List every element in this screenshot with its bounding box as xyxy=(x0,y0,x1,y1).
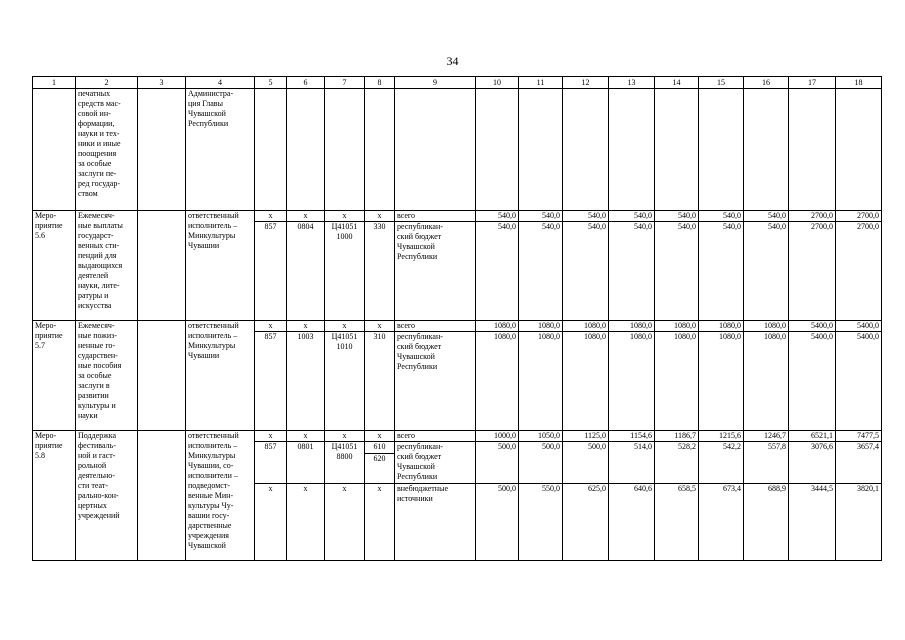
value-cell: 1080,0 xyxy=(609,332,655,431)
value-cell: 540,0 xyxy=(609,211,655,222)
funding-source: республикан- ский бюджет Чувашской Республики xyxy=(395,332,476,431)
value-cell: 1080,0 xyxy=(699,332,744,431)
value-cell: 6521,1 xyxy=(789,431,836,442)
section-code: 1003 xyxy=(287,332,325,431)
section-code: 0801 xyxy=(287,442,325,484)
value-cell: 540,0 xyxy=(655,211,699,222)
value-cell: 540,0 xyxy=(519,211,563,222)
value-cell: 1080,0 xyxy=(744,321,789,332)
section-code: х xyxy=(287,321,325,332)
value-cell: 1050,0 xyxy=(519,431,563,442)
measure-executor: Администра- ция Главы Чувашской Республики xyxy=(186,89,255,211)
value-cell: 500,0 xyxy=(563,442,609,484)
expense-group: х xyxy=(365,321,395,332)
value-cell: 2700,0 xyxy=(836,222,882,321)
expense-group: х xyxy=(365,211,395,222)
col-num: 15 xyxy=(699,77,744,89)
value-cell: 640,6 xyxy=(609,484,655,561)
value-cell: 3444,5 xyxy=(789,484,836,561)
measure-executor: ответственный исполнитель – Минкультуры Чувашии xyxy=(186,321,255,431)
value-cell: 1000,0 xyxy=(476,431,519,442)
value-cell: 528,2 xyxy=(655,442,699,484)
value-cell: 1080,0 xyxy=(744,332,789,431)
value-cell: 540,0 xyxy=(476,222,519,321)
value-cell: 1080,0 xyxy=(476,332,519,431)
target-article: х xyxy=(325,431,365,442)
grbs-code: х xyxy=(255,431,287,442)
expense-group: 310 xyxy=(365,332,395,431)
page-number: 34 xyxy=(446,54,459,68)
table-row xyxy=(33,89,882,211)
value-cell: 540,0 xyxy=(476,211,519,222)
section-code: х xyxy=(287,211,325,222)
grbs-code: х xyxy=(255,321,287,332)
col-num: 14 xyxy=(655,77,699,89)
value-cell: 1080,0 xyxy=(563,332,609,431)
table-row xyxy=(33,211,882,222)
grbs-code: х xyxy=(255,484,287,561)
value-cell: 500,0 xyxy=(476,484,519,561)
col-num: 3 xyxy=(138,77,186,89)
value-cell: 514,0 xyxy=(609,442,655,484)
value-cell: 500,0 xyxy=(476,442,519,484)
measure-executor: ответственный исполнитель – Минкультуры Чувашии xyxy=(186,211,255,321)
value-cell: 5400,0 xyxy=(789,321,836,332)
column-number-row xyxy=(33,77,882,89)
col-num: 12 xyxy=(563,77,609,89)
section-code: 0804 xyxy=(287,222,325,321)
value-cell: 1080,0 xyxy=(655,321,699,332)
col-num: 10 xyxy=(476,77,519,89)
empty-cell xyxy=(138,211,186,321)
value-cell: 2700,0 xyxy=(789,222,836,321)
program-table xyxy=(32,76,882,561)
value-cell: 673,4 xyxy=(699,484,744,561)
value-cell: 500,0 xyxy=(519,442,563,484)
value-cell: 3820,1 xyxy=(836,484,882,561)
value-cell: 557,8 xyxy=(744,442,789,484)
value-cell: 540,0 xyxy=(744,211,789,222)
value-cell: 5400,0 xyxy=(789,332,836,431)
funding-source: всего xyxy=(395,431,476,442)
grbs-code: 857 xyxy=(255,442,287,484)
section-code: х xyxy=(287,431,325,442)
table-row xyxy=(33,321,882,332)
value-cell: 658,5 xyxy=(655,484,699,561)
grbs-code: 857 xyxy=(255,222,287,321)
expense-group: х xyxy=(365,431,395,442)
value-cell: 1186,7 xyxy=(655,431,699,442)
col-num: 2 xyxy=(76,77,138,89)
funding-source: республикан- ский бюджет Чувашской Республики xyxy=(395,222,476,321)
col-num: 4 xyxy=(186,77,255,89)
value-cell: 5400,0 xyxy=(836,332,882,431)
value-cell: 5400,0 xyxy=(836,321,882,332)
value-cell: 1080,0 xyxy=(476,321,519,332)
value-cell: 688,9 xyxy=(744,484,789,561)
funding-source: республикан- ский бюджет Чувашской Республики xyxy=(395,442,476,484)
col-num: 11 xyxy=(519,77,563,89)
col-num: 16 xyxy=(744,77,789,89)
value-cell: 540,0 xyxy=(699,211,744,222)
expense-group: 610 xyxy=(365,442,395,454)
empty-cell xyxy=(138,89,186,211)
value-cell: 1080,0 xyxy=(519,321,563,332)
section-code: х xyxy=(287,484,325,561)
measure-label xyxy=(33,89,76,211)
grbs-code: х xyxy=(255,211,287,222)
col-num: 8 xyxy=(365,77,395,89)
target-article: х xyxy=(325,211,365,222)
measure-label: Меро- приятие 5.8 xyxy=(33,431,76,561)
value-cell: 3657,4 xyxy=(836,442,882,484)
col-num: 1 xyxy=(33,77,76,89)
value-cell: 540,0 xyxy=(744,222,789,321)
value-cell: 540,0 xyxy=(563,211,609,222)
target-article: х xyxy=(325,484,365,561)
value-cell: 540,0 xyxy=(609,222,655,321)
col-num: 9 xyxy=(395,77,476,89)
measure-name: Поддержка фестиваль- ной и гаст- рольной деятельно- сти теат- рально-кон- цертных учреждений xyxy=(76,431,138,561)
value-cell: 1215,6 xyxy=(699,431,744,442)
value-cell: 625,0 xyxy=(563,484,609,561)
value-cell: 1080,0 xyxy=(655,332,699,431)
col-num: 7 xyxy=(325,77,365,89)
expense-group: 620 xyxy=(365,454,395,484)
measure-name: печатных средств мас- совой ин- формации, науки и тех- ники и иные поощрения за особые заслуги пе- ред государ- ством xyxy=(76,89,138,211)
value-cell: 1080,0 xyxy=(519,332,563,431)
value-cell: 542,2 xyxy=(699,442,744,484)
value-cell: 2700,0 xyxy=(836,211,882,222)
value-cell: 540,0 xyxy=(655,222,699,321)
col-num: 18 xyxy=(836,77,882,89)
target-article: Ц41051 1000 xyxy=(325,222,365,321)
col-num: 5 xyxy=(255,77,287,89)
measure-label: Меро- приятие 5.6 xyxy=(33,211,76,321)
expense-group: х xyxy=(365,484,395,561)
value-cell: 1125,0 xyxy=(563,431,609,442)
target-article: Ц41051 8800 xyxy=(325,442,365,484)
target-article: Ц41051 1010 xyxy=(325,332,365,431)
value-cell: 1246,7 xyxy=(744,431,789,442)
col-num: 17 xyxy=(789,77,836,89)
value-cell: 7477,5 xyxy=(836,431,882,442)
funding-source: внебюджетные источники xyxy=(395,484,476,561)
empty-cell xyxy=(138,321,186,431)
value-cell: 550,0 xyxy=(519,484,563,561)
expense-group: 330 xyxy=(365,222,395,321)
col-num: 13 xyxy=(609,77,655,89)
value-cell: 540,0 xyxy=(699,222,744,321)
value-cell: 540,0 xyxy=(563,222,609,321)
col-num: 6 xyxy=(287,77,325,89)
value-cell: 1080,0 xyxy=(609,321,655,332)
measure-label: Меро- приятие 5.7 xyxy=(33,321,76,431)
value-cell: 1080,0 xyxy=(563,321,609,332)
measure-executor: ответственный исполнитель – Минкультуры Чувашии, со- исполнители – подведомст- венные Мин- культуры Чу- вашии госу- дарственные учреждения Чувашской xyxy=(186,431,255,561)
target-article: х xyxy=(325,321,365,332)
value-cell: 540,0 xyxy=(519,222,563,321)
value-cell: 3076,6 xyxy=(789,442,836,484)
funding-source: всего xyxy=(395,321,476,332)
empty-cell xyxy=(138,431,186,561)
measure-name: Ежемесяч- ные выплаты государст- венных сти- пендий для выдающихся деятелей науки, лите- ратуры и искусства xyxy=(76,211,138,321)
measure-name: Ежемесяч- ные пожиз- ненные го- сударствен- ные пособия за особые заслуги в развитии культуры и науки xyxy=(76,321,138,431)
value-cell: 1080,0 xyxy=(699,321,744,332)
value-cell: 2700,0 xyxy=(789,211,836,222)
funding-source: всего xyxy=(395,211,476,222)
table-row xyxy=(33,431,882,442)
value-cell: 1154,6 xyxy=(609,431,655,442)
grbs-code: 857 xyxy=(255,332,287,431)
